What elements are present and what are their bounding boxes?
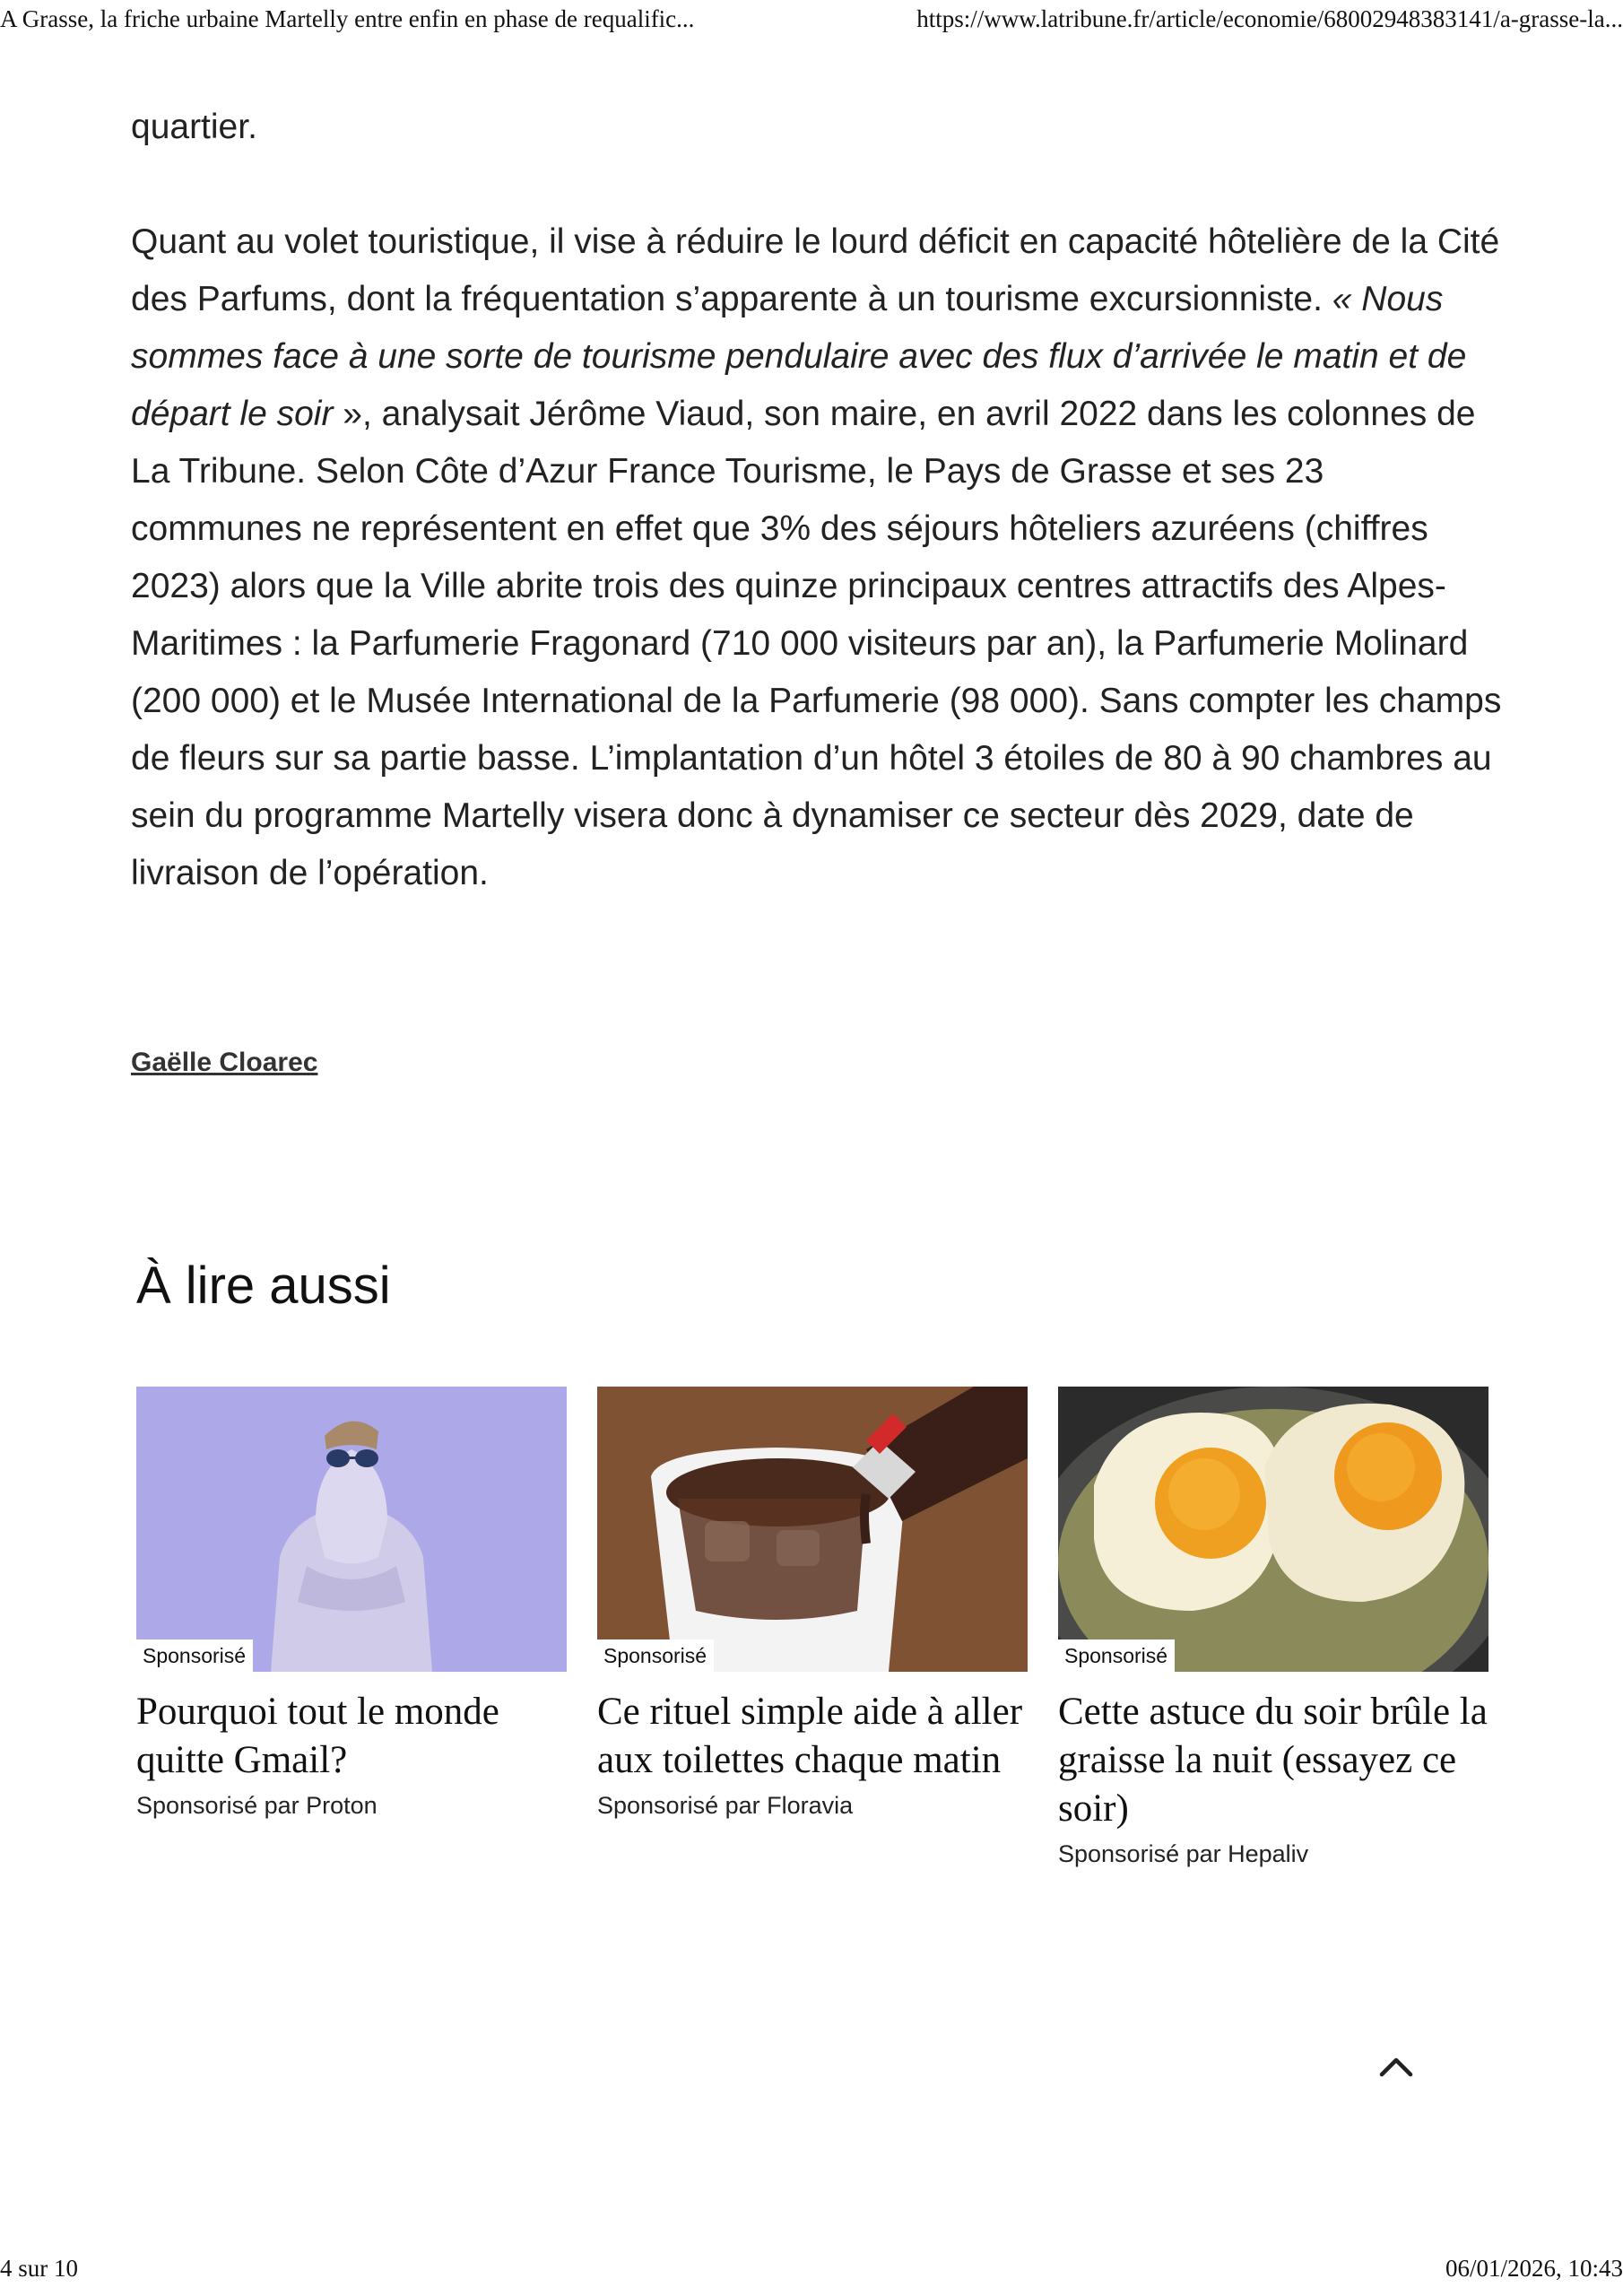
print-datetime: 06/01/2026, 10:43 — [1445, 2255, 1623, 2282]
print-header-url: https://www.latribune.fr/article/economie/68002948383141/a-grasse-la... — [916, 5, 1623, 32]
cola-pouring-into-cup-image[interactable] — [597, 1387, 1028, 1672]
card-source: Sponsorisé par Hepaliv — [1058, 1840, 1309, 1867]
card-source: Sponsorisé par Proton — [136, 1792, 378, 1819]
sponsored-badge: Sponsorisé — [136, 1639, 253, 1672]
chevron-up-icon — [1378, 2055, 1414, 2078]
sponsored-badge: Sponsorisé — [1058, 1639, 1175, 1672]
fried-eggs-pan-image[interactable] — [1058, 1387, 1488, 1672]
related-card[interactable] — [597, 1387, 1028, 1820]
related-section-title: À lire aussi — [136, 1257, 391, 1315]
article-body — [131, 99, 1503, 902]
card-source: Sponsorisé par Floravia — [597, 1792, 854, 1819]
article-text: Quant au volet touristique, il vise à réduire le lourd déficit en capacité hôtelière de la Cité des Parfums, dont la fréquentation s’apparente à un tourisme excursionniste. — [131, 222, 1500, 318]
article-paragraph: quartier. — [131, 108, 257, 146]
related-card[interactable] — [1058, 1387, 1488, 1868]
card-title[interactable]: Cette astuce du soir brûle la graisse la nuit (essayez ce soir) — [1058, 1691, 1488, 1830]
article-text: », analysait Jérôme Viaud, son maire, en avril 2022 dans les colonnes de La Tribune. Selon Côte d’Azur France Tourisme, le Pays de Grasse et ses 23 communes ne représentent en effet que 3% des séjours hôteliers azuréens (chiffres 2023) alors que la Ville abrite trois des quinze principaux centres attractifs des Alpes-Maritimes : la Parfumerie Fragonard (710 000 visiteurs par an), la Parfumerie Molinard (200 000) et le Musée International de la Parfumerie (98 000). Sans compter les champs de fleurs sur sa partie basse. L’implantation d’un hôtel 3 étoiles de 80 à 90 chambres au sein du programme Martelly visera donc à dynamiser ce secteur dès 2029, date de livraison de l’opération. — [131, 395, 1502, 892]
related-card[interactable] — [136, 1387, 567, 1820]
author-link[interactable]: Gaëlle Cloarec — [131, 1048, 318, 1077]
card-title[interactable]: Pourquoi tout le monde quitte Gmail? — [136, 1691, 499, 1781]
person-hooded-sweater-image[interactable] — [136, 1387, 567, 1672]
print-footer — [0, 2255, 1623, 2285]
scroll-to-top-button[interactable] — [1372, 2047, 1420, 2086]
print-header-title: A Grasse, la friche urbaine Martelly entre enfin en phase de requalific... — [0, 5, 695, 32]
article-paragraph — [131, 213, 1503, 902]
page-number: 4 sur 10 — [0, 2255, 78, 2282]
sponsored-badge: Sponsorisé — [597, 1639, 714, 1672]
print-header — [0, 5, 1623, 36]
article-quote: « Nous sommes face à une sorte de tourisme pendulaire avec des flux d’arrivée le matin et de départ le soir — [131, 280, 1467, 433]
card-title[interactable]: Ce rituel simple aide à aller aux toilettes chaque matin — [597, 1691, 1023, 1781]
related-cards — [136, 1387, 1488, 1889]
